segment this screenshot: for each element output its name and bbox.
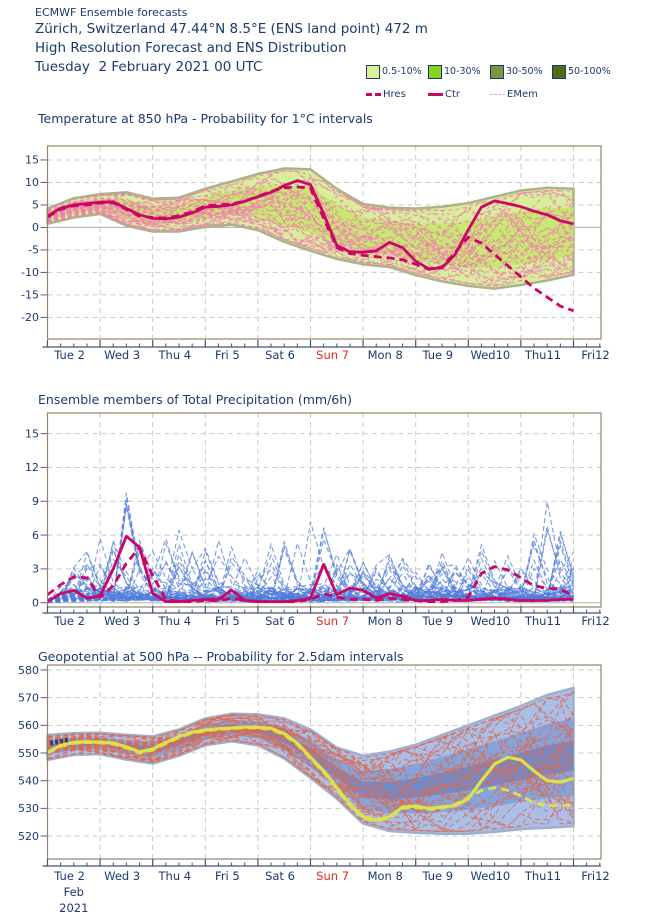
svg-text:Tue 9: Tue 9 xyxy=(422,869,454,883)
svg-text:Thu 4: Thu 4 xyxy=(158,348,192,362)
svg-text:Fri12: Fri12 xyxy=(581,869,610,883)
geopotential-chart-title: Geopotential at 500 hPa -- Probability for 2.5dam intervals xyxy=(38,649,404,664)
temperature-chart-title: Temperature at 850 hPa - Probability for 1°C intervals xyxy=(38,111,373,126)
legend-line-row xyxy=(366,86,646,103)
legend-item-prob-3 xyxy=(490,65,552,79)
svg-text:6: 6 xyxy=(32,528,39,542)
svg-text:9: 9 xyxy=(32,495,39,509)
temperature-chart xyxy=(0,140,650,372)
svg-text:Fri 5: Fri 5 xyxy=(215,869,240,883)
legend-item-ctr xyxy=(428,89,490,100)
legend-label: 50-100% xyxy=(568,66,611,77)
svg-text:3: 3 xyxy=(32,562,39,576)
svg-text:Fri12: Fri12 xyxy=(581,348,610,362)
svg-text:Mon 8: Mon 8 xyxy=(367,348,403,362)
svg-text:Mon 8: Mon 8 xyxy=(367,614,403,628)
probability-swatch-icon xyxy=(366,65,380,79)
svg-text:Sat 6: Sat 6 xyxy=(265,348,295,362)
probability-swatch-icon xyxy=(428,65,442,79)
probability-swatch-icon xyxy=(490,65,504,79)
svg-text:560: 560 xyxy=(18,719,39,733)
svg-text:5: 5 xyxy=(32,198,39,212)
svg-text:Tue 9: Tue 9 xyxy=(422,614,454,628)
precipitation-chart-title: Ensemble members of Total Precipitation (mm/6h) xyxy=(38,392,353,407)
y-axis-labels xyxy=(21,154,47,324)
legend-probability-row xyxy=(366,63,646,80)
legend-item-prob-4 xyxy=(552,65,611,79)
time-axis-ruler xyxy=(43,859,602,866)
legend-item-hres xyxy=(366,89,428,100)
svg-text:Sat 6: Sat 6 xyxy=(265,614,295,628)
svg-text:Tue 2: Tue 2 xyxy=(54,869,85,883)
precipitation-chart xyxy=(0,405,650,640)
hres-line-icon xyxy=(366,93,381,96)
y-axis-labels xyxy=(25,427,47,609)
product-title: High Resolution Forecast and ENS Distribution xyxy=(35,40,347,56)
location-title: Zürich, Switzerland 47.44°N 8.5°E (ENS land point) 472 m xyxy=(35,21,428,37)
time-axis-ruler xyxy=(43,340,602,347)
legend-item-emem xyxy=(490,89,538,100)
svg-text:Mon 8: Mon 8 xyxy=(367,869,403,883)
svg-text:Tue 9: Tue 9 xyxy=(422,348,454,362)
svg-text:-20: -20 xyxy=(21,311,39,325)
svg-text:540: 540 xyxy=(18,774,39,788)
svg-text:10: 10 xyxy=(25,176,39,190)
legend xyxy=(366,63,646,103)
svg-text:Thu 4: Thu 4 xyxy=(158,869,192,883)
svg-text:-10: -10 xyxy=(21,266,39,280)
ctr-line-icon xyxy=(428,93,443,96)
svg-text:15: 15 xyxy=(25,153,39,167)
y-axis-labels xyxy=(18,664,47,843)
legend-label: 10-30% xyxy=(444,66,481,77)
svg-text:15: 15 xyxy=(25,427,39,441)
svg-text:Tue 2: Tue 2 xyxy=(54,614,85,628)
svg-text:12: 12 xyxy=(25,461,39,475)
svg-text:550: 550 xyxy=(18,746,39,760)
app-title: ECMWF Ensemble forecasts xyxy=(35,6,188,19)
svg-text:-15: -15 xyxy=(21,288,39,302)
svg-text:Wed10: Wed10 xyxy=(470,869,511,883)
svg-text:Wed 3: Wed 3 xyxy=(104,348,141,362)
svg-text:Fri12: Fri12 xyxy=(581,614,610,628)
geopotential-chart xyxy=(0,658,650,916)
svg-text:Thu11: Thu11 xyxy=(524,348,562,362)
svg-text:570: 570 xyxy=(18,691,39,705)
svg-text:-5: -5 xyxy=(28,243,39,257)
legend-label: Hres xyxy=(383,89,406,100)
svg-text:Sun 7: Sun 7 xyxy=(316,348,350,362)
svg-text:Wed 3: Wed 3 xyxy=(104,869,141,883)
svg-text:0: 0 xyxy=(32,596,39,610)
svg-text:Fri 5: Fri 5 xyxy=(215,348,240,362)
legend-label: 30-50% xyxy=(506,66,543,77)
x-axis-labels xyxy=(53,348,609,362)
svg-text:Fri 5: Fri 5 xyxy=(215,614,240,628)
x-axis-labels xyxy=(53,614,609,628)
legend-item-prob-1 xyxy=(366,65,428,79)
svg-text:Wed 3: Wed 3 xyxy=(104,614,141,628)
svg-text:Wed10: Wed10 xyxy=(470,348,511,362)
year-label: 2021 xyxy=(59,901,89,915)
svg-text:580: 580 xyxy=(18,663,39,677)
svg-text:Wed10: Wed10 xyxy=(470,614,511,628)
svg-text:Sun 7: Sun 7 xyxy=(316,614,350,628)
probability-swatch-icon xyxy=(552,65,566,79)
svg-text:520: 520 xyxy=(18,829,39,843)
legend-label: 0.5-10% xyxy=(382,66,422,77)
x-axis-labels xyxy=(53,869,609,915)
svg-text:Tue 2: Tue 2 xyxy=(54,348,85,362)
svg-text:0: 0 xyxy=(32,221,39,235)
svg-text:Sat 6: Sat 6 xyxy=(265,869,295,883)
emem-line-icon xyxy=(490,94,505,95)
legend-item-prob-2 xyxy=(428,65,490,79)
svg-text:Thu11: Thu11 xyxy=(524,614,562,628)
svg-text:530: 530 xyxy=(18,802,39,816)
run-date: Tuesday 2 February 2021 00 UTC xyxy=(35,59,263,75)
svg-text:Thu11: Thu11 xyxy=(524,869,562,883)
month-label: Feb xyxy=(63,885,84,899)
svg-text:Sun 7: Sun 7 xyxy=(316,869,350,883)
legend-label: EMem xyxy=(507,89,538,100)
svg-text:Thu 4: Thu 4 xyxy=(158,614,192,628)
legend-label: Ctr xyxy=(445,89,461,100)
